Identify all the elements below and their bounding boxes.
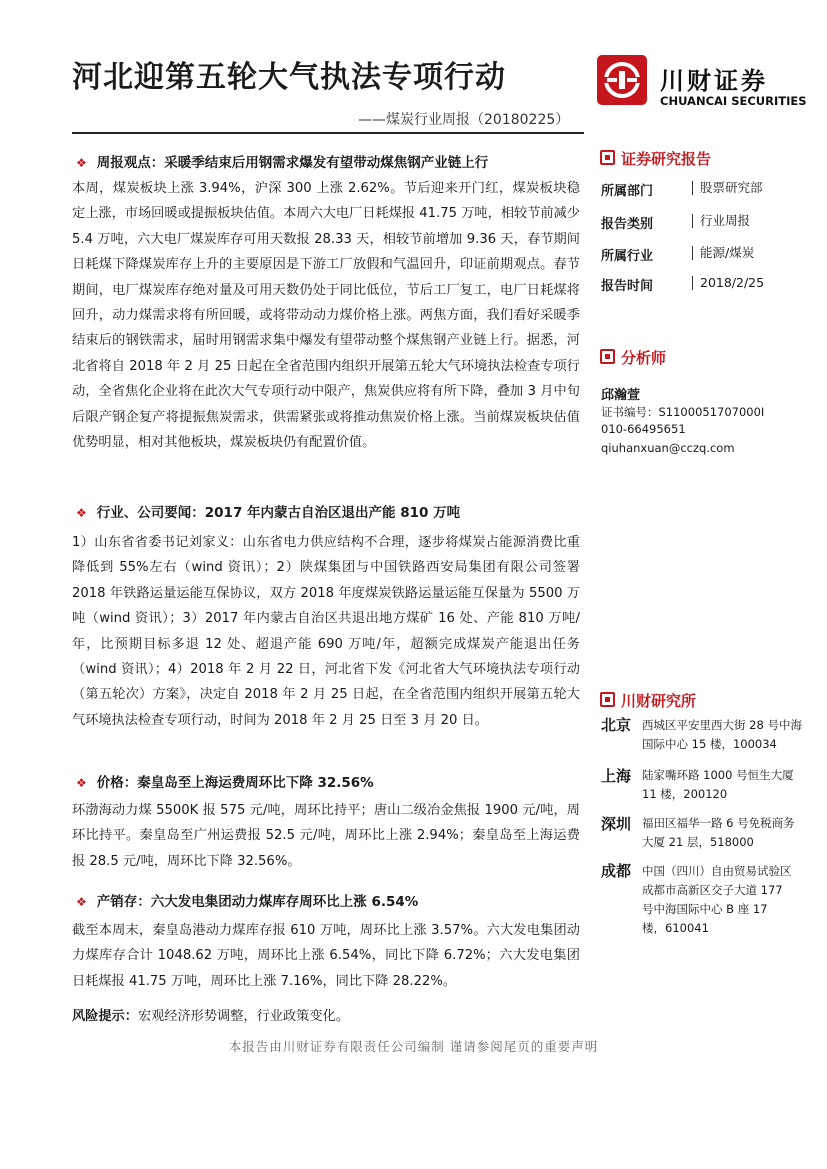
office-city-shanghai: 上海 (601, 767, 632, 785)
diamond-bullet-icon: ❖ (76, 156, 87, 170)
institute-heading: 川财研究所 (600, 690, 696, 711)
risk-text: 宏观经济形势调整，行业政策变化。 (137, 1009, 349, 1024)
risk-note (72, 1004, 580, 1029)
page-title: 河北迎第五轮大气执法专项行动 (72, 60, 506, 95)
section-body-inventory: 截至本周末，秦皇岛港动力煤库存报 610 万吨，周环比上涨 3.57%。六大发电集团动力煤库存合计 1048.62 万吨，周环比上涨 6.54%，同比下降 6.72%；六大发电集团日耗煤报 41.75 万吨，周环比上涨 7.16%，同比下降 28.22%。 (72, 923, 580, 989)
company-name-en: CHUANCAI SECURITIES (660, 94, 807, 108)
company-name-cn: 川财证券 (660, 67, 768, 95)
analyst-phone: 010-66495651 (601, 422, 686, 436)
section-body-news: 1）山东省省委书记刘家义：山东省电力供应结构不合理，逐步将煤炭占能源消费比重降低到 55%左右（wind 资讯）；2）陕煤集团与中国铁路西安局集团有限公司签署 2018 年铁路运量运能互保协议，双方 2018 年度煤炭铁路运量运能互保量为 5500 万吨（wind 资讯）；3）2017 年内蒙古自治区共退出地方煤矿 16 处、产能 810 万吨/年，比预期目标多退 12 处、超退产能 690 万吨/年，超额完成煤炭产能退出任务（wind 资讯）；4）2018 年 2 月 22 日，河北省下发《河北省大气环境执法专项行动（第五轮次）方案》，决定自 2018 年 2 月 25 日起，在全省范围内组织开展第五轮大气环境执法检查专项行动，时间为 2018 年 2 月 25 日至 3 月 20 日。 (72, 535, 580, 728)
info-label-category: 报告类别 (601, 217, 654, 232)
office-address-shanghai: 陆家嘴环路 1000 号恒生大厦 11 楼，200120 (642, 768, 794, 801)
header-divider (72, 132, 584, 134)
info-value-department: 股票研究部 (692, 181, 763, 195)
info-label-industry: 所属行业 (601, 249, 654, 264)
report-subtitle: ——煤炭行业周报（20180225） (358, 112, 570, 128)
section-body-price: 环渤海动力煤 5500K 报 575 元/吨，周环比持平；唐山二级冶金焦报 1900 元/吨，周环比持平。秦皇岛至广州运费报 52.5 元/吨，周环比上涨 2.94%；秦皇岛至上海运费报 28.5 元/吨，周环比下降 32.56%。 (72, 803, 580, 869)
office-city-shenzhen: 深圳 (601, 815, 632, 833)
analyst-cert: 证书编号：S1100051707000I (601, 405, 765, 419)
info-value-date: 2018/2/25 (692, 276, 764, 290)
diamond-bullet-icon: ❖ (76, 506, 87, 520)
company-logo-icon (597, 55, 647, 105)
info-label-date: 报告时间 (601, 279, 654, 294)
section-heading-view: ❖ 周报观点：采暖季结束后用钢需求爆发有望带动煤焦钢产业链上行 (76, 155, 489, 171)
office-city-beijing: 北京 (601, 716, 632, 734)
analyst-heading: 分析师 (600, 347, 666, 368)
office-address-chengdu: 中国（四川）自由贸易试验区成都市高新区交子大道 177 号中海国际中心 B 座 17 楼，610041 (642, 864, 792, 935)
footer-disclaimer: 本报告由川财证券有限责任公司编制 谨请参阅尾页的重要声明 (228, 1039, 599, 1054)
analyst-email[interactable]: qiuhanxuan@cczq.com (601, 441, 735, 455)
diamond-bullet-icon: ❖ (76, 895, 87, 909)
office-address-shenzhen: 福田区福华一路 6 号免税商务大厦 21 层，518000 (642, 816, 795, 849)
section-body-view: 本周，煤炭板块上涨 3.94%，沪深 300 上涨 2.62%。节后迎来开门红，煤炭板块稳定上涨，市场回暖或提振板块估值。本周六大电厂日耗煤报 41.75 万吨，相较节前减少 5.4 万吨，六大电厂煤炭库存可用天数报 28.33 天，相较节前增加 9.36 天，春节期间日耗煤下降煤炭库存上升的主要原因是下游工厂放假和气温回升，印证前期观点。春节期间，电厂煤炭库存绝对量及可用天数仍处于同比低位，节后工厂复工，电厂日耗煤将回升，动力煤需求将有所回暖，或将带动动力煤价格上涨。两焦方面，我们看好采暖季结束后的钢铁需求，届时用钢需求集中爆发有望带动整个煤焦钢产业链上行。据悉，河北省将自 2018 年 2 月 25 日起在全省范围内组织开展第五轮大气环境执法检查专项行动，全省焦化企业将在此次大气专项行动中限产，焦炭供应将有所下降，叠加 3 月中旬后限产钢企复产将提振焦炭需求，供需紧张或将推动焦炭价格上涨。当前煤炭板块估值优势明显，相对其他板块，煤炭板块仍有配置价值。 (72, 181, 580, 451)
diamond-bullet-icon: ❖ (76, 776, 87, 790)
section-marker-icon (600, 150, 615, 165)
office-city-chengdu: 成都 (601, 862, 632, 880)
report-type-heading: 证券研究报告 (600, 148, 711, 169)
section-heading-price: ❖ 价格：秦皇岛至上海运费周环比下降 32.56% (76, 775, 374, 791)
risk-label: 风险提示： (72, 1009, 138, 1024)
office-address-beijing: 西城区平安里西大街 28 号中海国际中心 15 楼，100034 (642, 718, 802, 751)
section-marker-icon (600, 349, 615, 364)
analyst-name: 邱瀚萱 (601, 388, 641, 403)
section-heading-news: ❖ 行业、公司要闻：2017 年内蒙古自治区退出产能 810 万吨 (76, 505, 461, 521)
info-value-category: 行业周报 (692, 214, 750, 228)
info-value-industry: 能源/煤炭 (692, 246, 754, 260)
section-heading-inventory: ❖ 产销存：六大发电集团动力煤库存周环比上涨 6.54% (76, 894, 419, 910)
info-label-department: 所属部门 (601, 184, 654, 199)
section-marker-icon (600, 692, 615, 707)
